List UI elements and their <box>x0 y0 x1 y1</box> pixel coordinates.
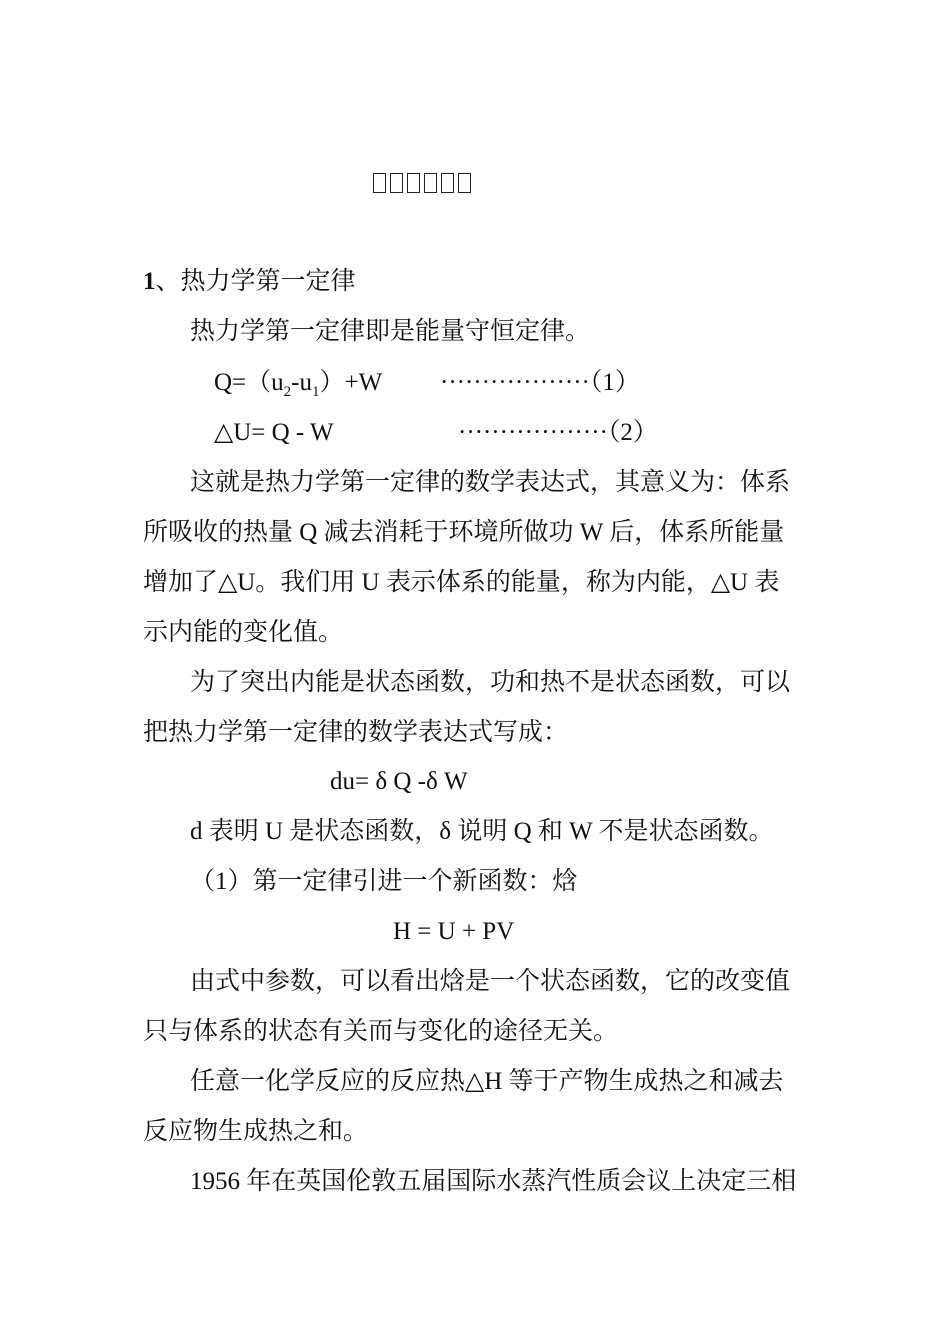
page-title <box>373 166 475 196</box>
paragraph-7-line-2: 反应物生成热之和。 <box>143 1118 369 1145</box>
equation-1 <box>214 366 382 400</box>
eq1-sub1: 1 <box>311 384 320 400</box>
paragraph-1: 热力学第一定律即是能量守恒定律。 <box>190 318 591 345</box>
eq1-right: ）+W <box>319 369 383 396</box>
paragraph-6-line-2: 只与体系的状态有关而与变化的途径无关。 <box>143 1018 619 1045</box>
paragraph-2-line-4: 示内能的变化值。 <box>143 619 344 646</box>
paragraph-2-line-1: 这就是热力学第一定律的数学表达式，其意义为：体系 <box>190 469 791 496</box>
section-heading-text: 热力学第一定律 <box>180 268 356 295</box>
equation-3: du= δ Q -δ W <box>330 768 468 795</box>
paragraph-8: 1956 年在英国伦敦五届国际水蒸汽性质会议上决定三相 <box>190 1168 797 1195</box>
equation-4: H = U + PV <box>393 918 515 945</box>
eq1-sub2: 2 <box>283 384 292 400</box>
section-separator: 、 <box>155 268 181 295</box>
eq1-mid: -u <box>291 369 312 396</box>
section-heading <box>143 265 356 299</box>
paragraph-4: d 表明 U 是状态函数，δ 说明 Q 和 W 不是状态函数。 <box>190 818 774 845</box>
missing-glyph-box <box>424 173 437 193</box>
paragraph-5: （1）第一定律引进一个新函数：焓 <box>190 868 578 895</box>
paragraph-2-line-2: 所吸收的热量 Q 减去消耗于环境所做功 W 后，体系所能量 <box>143 519 785 546</box>
paragraph-7-line-1: 任意一化学反应的反应热△H 等于产物生成热之和减去 <box>190 1068 784 1095</box>
equation-1-number: ··················（1） <box>440 369 640 396</box>
missing-glyph-box <box>441 173 454 193</box>
paragraph-6-line-1: 由式中参数，可以看出焓是一个状态函数，它的改变值 <box>190 968 791 995</box>
missing-glyph-box <box>373 173 386 193</box>
equation-2: △U= Q - W <box>214 419 334 446</box>
paragraph-2-line-3: 增加了△U。我们用 U 表示体系的能量，称为内能，△U 表 <box>143 569 780 596</box>
eq1-left: Q=（u <box>214 369 284 396</box>
section-number: 1 <box>143 268 156 295</box>
missing-glyph-box <box>407 173 420 193</box>
paragraph-3-line-1: 为了突出内能是状态函数，功和热不是状态函数，可以 <box>190 669 791 696</box>
missing-glyph-box <box>458 173 471 193</box>
equation-2-number: ··················（2） <box>458 419 658 446</box>
paragraph-3-line-2: 把热力学第一定律的数学表达式写成： <box>143 719 569 746</box>
missing-glyph-box <box>390 173 403 193</box>
